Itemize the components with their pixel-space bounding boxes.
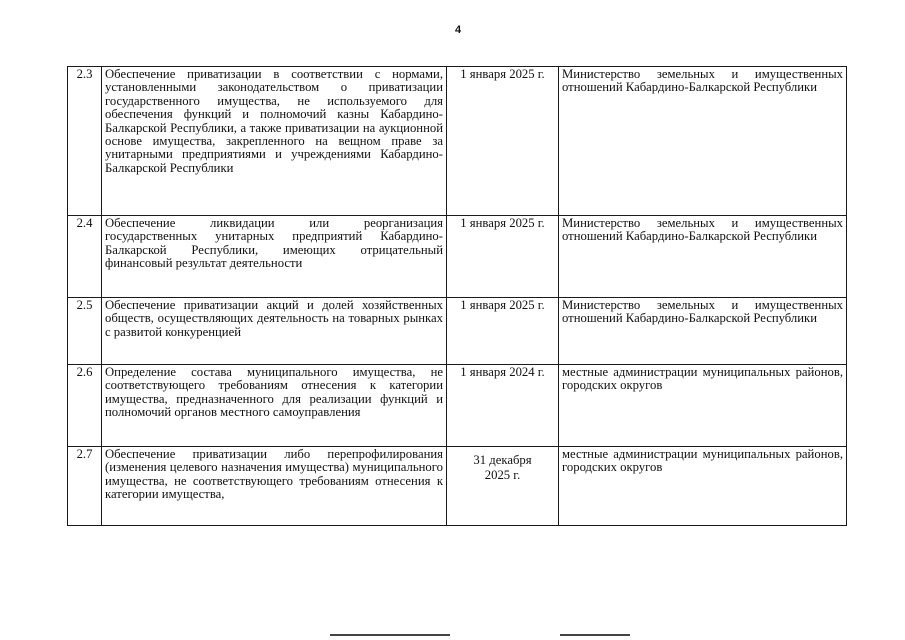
row-number: 2.7 [68,447,102,526]
measures-table [67,66,847,526]
measure-deadline: 1 января 2025 г. [447,298,559,365]
measure-description: Определение состава муниципального имущества, не соответствующего требованиям отнесения к категории имущества, предназначенного для реализации функций и полномочий органов местного самоуправления [102,365,447,447]
measure-description: Обеспечение ликвидации или реорганизация государственных унитарных предприятий Кабардино-Балкарской Республики, имеющих отрицательный финансовый результат деятельности [102,216,447,298]
table-row [68,67,847,216]
measure-description: Обеспечение приватизации либо перепрофилирования (изменения целевого назначения имущества) муниципального имущества, не соответствующего требованиям отнесения к категории имущества, [102,447,447,526]
table-row [68,447,847,526]
page-number: 4 [455,24,462,36]
deadline-day-month: 31 декабря [473,453,532,467]
measure-deadline [447,447,559,526]
row-number: 2.6 [68,365,102,447]
scan-artifact-line [330,634,450,636]
measure-description: Обеспечение приватизации в соответствии с нормами, установленными законодательством о приватизации государственного имущества, не используемого для обеспечения функций и полномочий казны Кабардино-Балкарской Республики, а также приватизации на аукционной основе имущества, закрепленного на вещном праве за унитарными предприятиями и учреждениями Кабардино-Балкарской Республики [102,67,447,216]
table-row [68,365,847,447]
measure-responsible: местные администрации муниципальных районов, городских округов [559,447,847,526]
measure-responsible: Министерство земельных и имущественных отношений Кабардино-Балкарской Республики [559,216,847,298]
row-number: 2.3 [68,67,102,216]
measure-responsible: местные администрации муниципальных районов, городских округов [559,365,847,447]
measure-responsible: Министерство земельных и имущественных отношений Кабардино-Балкарской Республики [559,298,847,365]
measure-description: Обеспечение приватизации акций и долей хозяйственных обществ, осуществляющих деятельность на товарных рынках с развитой конкуренцией [102,298,447,365]
measure-deadline: 1 января 2025 г. [447,216,559,298]
row-number: 2.5 [68,298,102,365]
measure-responsible: Министерство земельных и имущественных отношений Кабардино-Балкарской Республики [559,67,847,216]
table-row [68,298,847,365]
table-row [68,216,847,298]
deadline-year: 2025 г. [484,468,521,482]
scan-artifact-line [560,634,630,636]
measure-deadline: 1 января 2024 г. [447,365,559,447]
measure-deadline: 1 января 2025 г. [447,67,559,216]
row-number: 2.4 [68,216,102,298]
